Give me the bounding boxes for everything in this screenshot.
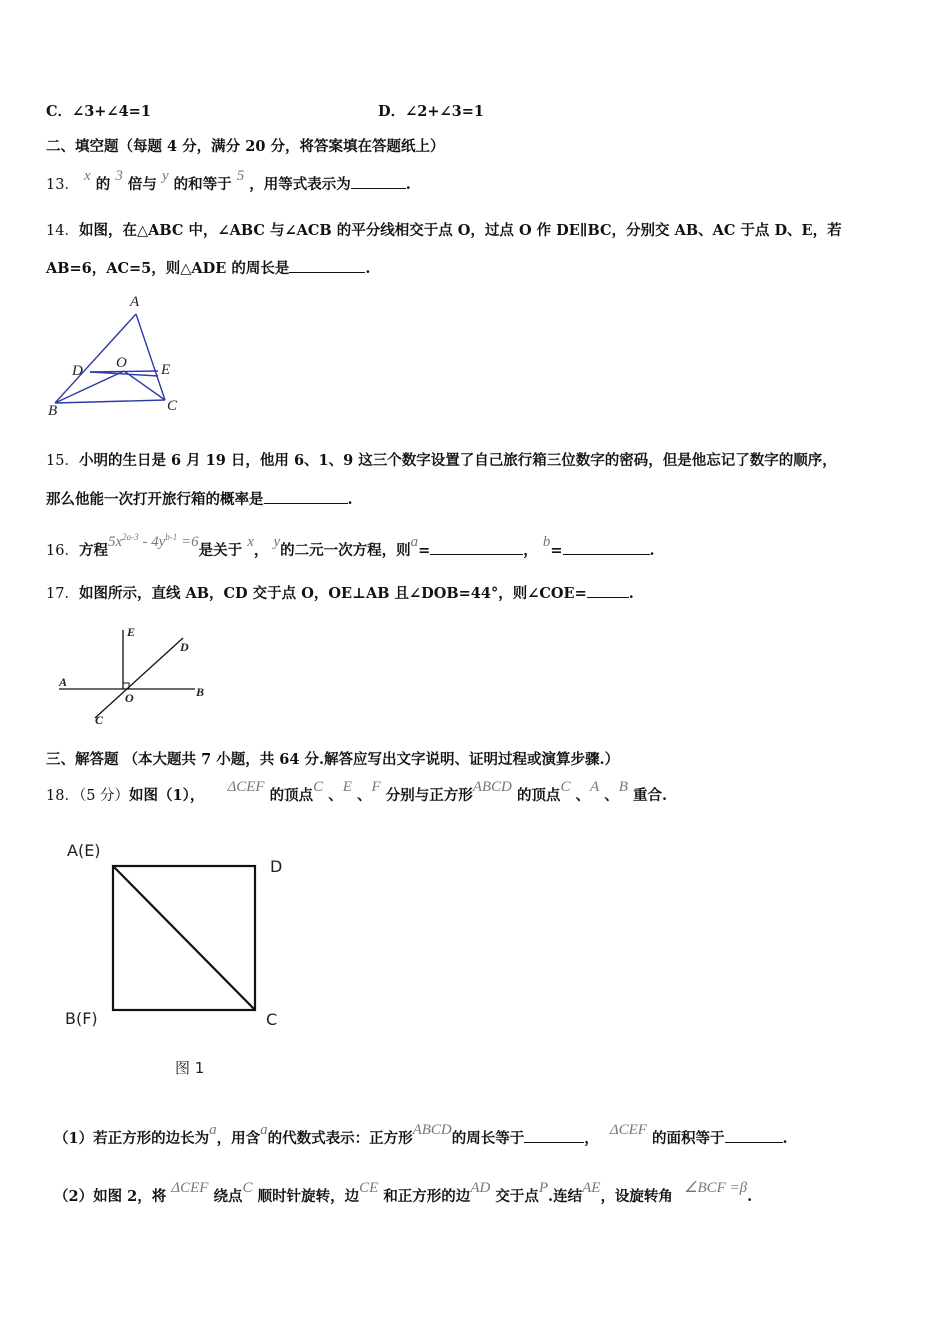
question-13: 13． x 的 3 倍与 y 的和等于 5 ，用等式表示为 . — [46, 168, 411, 193]
label-e: E — [161, 362, 171, 378]
question-18: 18．（5 分）如图（1）， ΔCEF 的顶点C 、E 、F 分别与正方形ABCD 的顶点C 、A 、B 重合. — [46, 779, 668, 804]
answer-blank-15[interactable] — [264, 489, 348, 504]
section-3-heading: 三、解答题 （本大题共 7 小题，共 64 分.解答应写出文字说明、证明过程或演算步骤.） — [46, 751, 620, 768]
label-bf: B(F) — [65, 1009, 98, 1028]
section-2-heading: 二、填空题（每题 4 分，满分 20 分，将答案填在答题纸上） — [46, 138, 445, 155]
question-18-part-1: （1）若正方形的边长为a，用含a的代数式表示：正方形ABCD的周长等于 ， ΔCEF 的面积等于 . — [54, 1122, 788, 1147]
equation-16: $5x^{2a-3} - 4y^{b-1} =6$ — [107, 532, 199, 550]
edge-ac — [136, 314, 165, 400]
answer-blank-16b[interactable] — [563, 540, 650, 555]
line-cd — [95, 638, 183, 718]
label-a: A — [59, 675, 68, 689]
answer-blank-17[interactable] — [587, 583, 629, 598]
label-b: B — [48, 403, 58, 419]
intersecting-lines-figure-17 — [55, 622, 220, 732]
label-c: C — [266, 1010, 278, 1029]
label-e: E — [127, 625, 136, 639]
question-18-part-2: （2）如图 2，将 ΔCEF 绕点C 顺时针旋转，边CE 和正方形的边AD 交于点P.连结AE，设旋转角 ∠BCF =β. — [54, 1180, 753, 1205]
question-14-line-2: AB=6，AC=5，则△ADE 的周长是 . — [46, 260, 371, 277]
option-c: C．∠3+∠4=1 — [46, 103, 151, 120]
diagonal-ac — [113, 866, 255, 1010]
answer-blank-18-area[interactable] — [725, 1128, 783, 1143]
question-17: 17．如图所示，直线 AB，CD 交于点 O，OE⊥AB 且∠DOB=44°，则∠COE= . — [46, 585, 634, 602]
label-o: O — [125, 691, 134, 705]
answer-blank-13[interactable] — [351, 174, 406, 189]
square-figure-1 — [55, 832, 305, 1092]
answer-blank-16a[interactable] — [430, 540, 523, 555]
label-d: D — [72, 363, 83, 379]
label-d: D — [180, 640, 189, 654]
label-a: A — [130, 294, 140, 310]
label-o: O — [116, 355, 127, 371]
answer-blank-14[interactable] — [289, 258, 365, 273]
triangle-figure-14 — [40, 292, 190, 422]
edge-bc — [55, 400, 165, 403]
question-15-line-1: 15．小明的生日是 6 月 19 日，他用 6、1、9 这三个数字设置了自己旅行箱三位数字的密码，但是他忘记了数字的顺序， — [46, 452, 837, 469]
bisector-bo — [55, 371, 124, 403]
option-c-text: ∠3+∠4=1 — [72, 103, 151, 120]
figure-1-caption: 图 1 — [175, 1059, 205, 1077]
question-15-line-2: 那么他能一次打开旅行箱的概率是 . — [46, 491, 353, 508]
question-14-line-1: 14．如图，在△ABC 中，∠ABC 与∠ACB 的平分线相交于点 O，过点 O 作 DE∥BC，分别交 AB、AC 于点 D、E，若 — [46, 222, 842, 239]
answer-blank-18-perimeter[interactable] — [524, 1128, 584, 1143]
label-d: D — [270, 857, 283, 876]
label-ae: A(E) — [67, 841, 101, 860]
question-16: 16．方程$5x^{2a-3} - 4y^{b-1} =6$是关于 x， y的二元一次方程，则a= ， b= . — [46, 532, 655, 559]
label-c: C — [167, 398, 178, 414]
option-d-text: ∠2+∠3=1 — [405, 103, 484, 120]
label-c: C — [95, 713, 104, 727]
option-d: D．∠2+∠3=1 — [378, 103, 484, 120]
label-b: B — [196, 685, 205, 699]
